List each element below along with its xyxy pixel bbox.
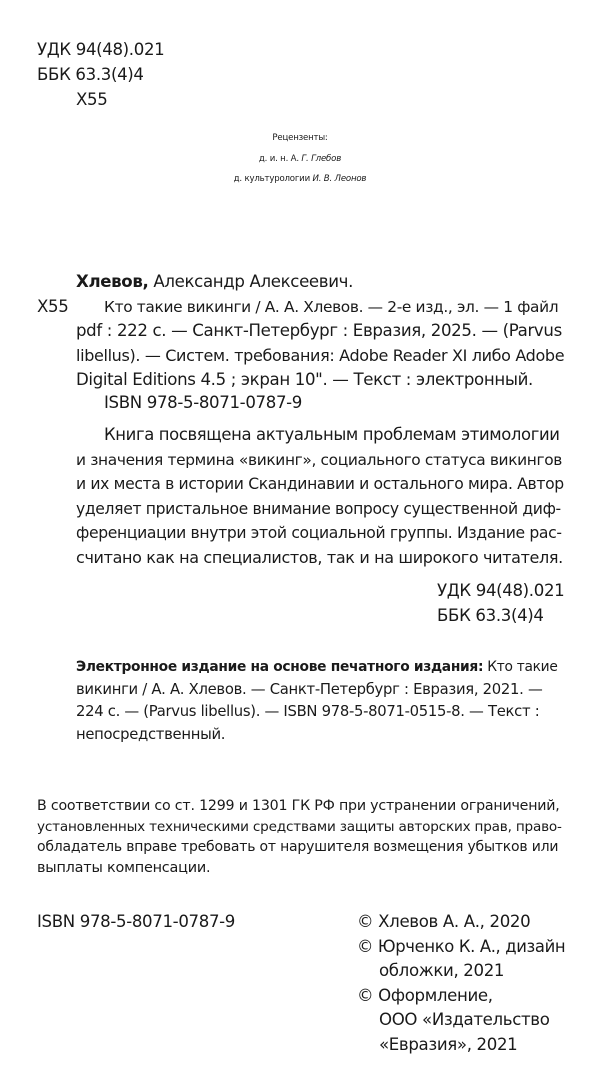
reviewer-2-name: И. В. Леонов bbox=[312, 174, 367, 184]
record-line-3: libellus). — Систем. требования: Adobe Reader XI либо Adobe bbox=[76, 345, 565, 365]
legal-line-4: выплаты компенсации. bbox=[37, 859, 211, 876]
annotation bbox=[76, 423, 564, 570]
print-basis-line-1 bbox=[76, 656, 564, 679]
copyright-line-4: © Оформление, bbox=[357, 985, 493, 1005]
reviewer-2 bbox=[0, 169, 600, 190]
udk-code-top: УДК 94(48).021 bbox=[37, 40, 165, 59]
record-author-names: Александр Алексеевич. bbox=[148, 272, 354, 291]
legal-line-2: установленных техническими средствами защиты авторских прав, право- bbox=[37, 818, 562, 835]
annotation-line-4: уделяет пристальное внимание вопросу существенной диф- bbox=[76, 499, 561, 518]
record-author bbox=[76, 270, 353, 295]
record-line-1: Кто такие викинги / А. А. Хлевов. — 2-е изд., эл. — 1 файл bbox=[104, 297, 559, 316]
record-author-mark: Х55 bbox=[37, 296, 69, 316]
bbk-code-top: ББК 63.3(4)4 bbox=[37, 65, 144, 84]
print-basis-line-3: 224 с. — (Parvus libellus). — ISBN 978-5-8071-0515-8. — Текст : bbox=[76, 703, 540, 720]
reviewer-2-degree: д. культурологии bbox=[233, 174, 310, 184]
print-basis bbox=[76, 656, 564, 746]
annotation-line-5: ференциации внутри этой социальной группы. Издание рас- bbox=[76, 524, 562, 542]
reviewers-heading: Рецензенты: bbox=[272, 133, 328, 143]
copyright-line-5: ООО «Издательство bbox=[379, 1010, 550, 1029]
reviewer-1-degree: д. и. н. А. bbox=[258, 153, 299, 164]
copyright-line-2: © Юрченко К. А., дизайн bbox=[357, 936, 566, 956]
footer-isbn: ISBN 978-5-8071-0787-9 bbox=[37, 912, 235, 931]
print-basis-line-4: непосредственный. bbox=[76, 725, 226, 743]
copyright-line-1: © Хлевов А. А., 2020 bbox=[357, 912, 531, 931]
print-basis-line-2: викинги / А. А. Хлевов. — Санкт-Петербург : Евразия, 2021. — bbox=[76, 680, 543, 698]
annotation-line-6: считано как на специалистов, так и на широкого читателя. bbox=[76, 547, 563, 567]
bbk-code-bottom: ББК 63.3(4)4 bbox=[437, 605, 544, 625]
udk-code-bottom: УДК 94(48).021 bbox=[437, 581, 565, 600]
copyright-line-6: «Евразия», 2021 bbox=[379, 1034, 518, 1054]
annotation-line-3: и их места в истории Скандинавии и остального мира. Автор bbox=[76, 475, 564, 493]
print-basis-rest: Кто такие bbox=[483, 659, 558, 675]
annotation-line-2: и значения термина «викинг», социального статуса викингов bbox=[76, 450, 563, 469]
legal-line-1: В соответствии со ст. 1299 и 1301 ГК РФ при устранении ограничений, bbox=[37, 798, 560, 814]
record-line-4: Digital Editions 4.5 ; экран 10". — Текст : электронный. bbox=[76, 370, 533, 389]
author-mark-top: Х55 bbox=[76, 90, 108, 109]
legal-notice bbox=[37, 796, 564, 878]
reviewer-1-name: Г. Глебов bbox=[301, 153, 342, 164]
print-basis-bold: Электронное издание на основе печатного издания: bbox=[76, 659, 484, 675]
copyright-line-3: обложки, 2021 bbox=[379, 961, 505, 980]
record-isbn: ISBN 978-5-8071-0787-9 bbox=[104, 393, 302, 412]
reviewer-1 bbox=[0, 149, 600, 170]
annotation-line-1: Книга посвящена актуальным проблемам этимологии bbox=[104, 425, 560, 444]
record-author-surname: Хлевов, bbox=[76, 272, 149, 291]
record-description bbox=[76, 295, 564, 393]
legal-line-3: обладатель вправе требовать от нарушителя возмещения убытков или bbox=[37, 839, 559, 855]
record-line-2: pdf : 222 с. — Санкт-Петербург : Евразия, 2025. — (Parvus bbox=[76, 321, 562, 340]
copyright-block bbox=[357, 910, 567, 1057]
